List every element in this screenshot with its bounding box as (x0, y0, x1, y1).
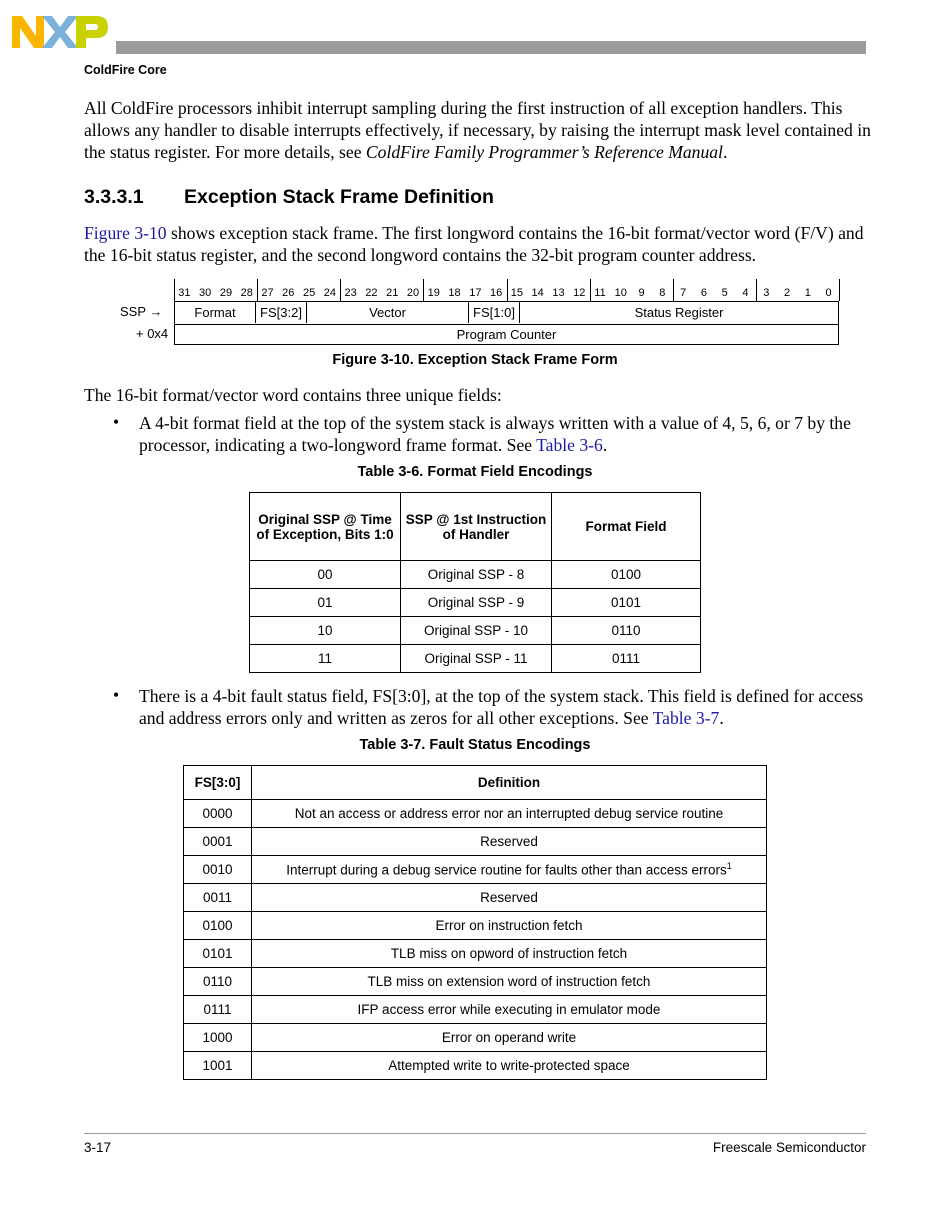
table-row (184, 800, 767, 828)
table-row (184, 1052, 767, 1080)
field-vector: Vector (307, 302, 469, 323)
table-cell: 0101 (184, 940, 252, 968)
table-cell: 1000 (184, 1024, 252, 1052)
table-cell: Error on operand write (252, 1024, 767, 1052)
table-row (250, 645, 701, 673)
bit-number: 2 (783, 287, 791, 299)
table-cell: 0111 (552, 645, 701, 673)
table-cell: Attempted write to write-protected space (252, 1052, 767, 1080)
section-heading (84, 186, 494, 209)
ssp-label: SSP → (120, 304, 163, 319)
column-header: FS[3:0] (184, 766, 252, 800)
table-cell: TLB miss on opword of instruction fetch (252, 940, 767, 968)
table-cell: 0111 (184, 996, 252, 1024)
bit-number: 10 (614, 287, 627, 299)
reference-manual-title: ColdFire Family Programmer’s Reference Manual (365, 142, 723, 162)
table-cell: Original SSP - 9 (401, 589, 552, 617)
frame-row-ssp (175, 302, 838, 325)
bit-tick (756, 279, 757, 301)
figure-3-10-link[interactable]: Figure 3-10 (84, 223, 167, 243)
bit-number: 22 (365, 287, 378, 299)
table-cell: Error on instruction fetch (252, 912, 767, 940)
table-header-row (250, 493, 701, 561)
field-program-counter: Program Counter (456, 327, 557, 342)
bit-number: 26 (282, 287, 295, 299)
fault-status-table (183, 765, 767, 1080)
bit-number: 20 (406, 287, 420, 299)
column-header: Original SSP @ Time of Exception, Bits 1:0 (250, 493, 401, 561)
table-cell: 0110 (552, 617, 701, 645)
table-cell: 10 (250, 617, 401, 645)
bullet-2-symbol: • (113, 685, 120, 705)
table-row (184, 828, 767, 856)
bit-number: 13 (552, 287, 565, 299)
publisher-name: Freescale Semiconductor (712, 1140, 866, 1155)
bit-tick (673, 279, 674, 301)
bullet-1-symbol: • (113, 412, 120, 432)
field-fs-3-2: FS[3:2] (256, 302, 307, 323)
table-cell: Original SSP - 8 (401, 561, 552, 589)
running-head: ColdFire Core (84, 63, 167, 77)
nxp-logo (10, 12, 110, 52)
section-number: 3.3.3.1 (84, 186, 144, 208)
bit-number: 3 (763, 287, 770, 299)
bit-tick (507, 279, 508, 301)
footer-rule (84, 1133, 866, 1134)
page-number: 3-17 (84, 1140, 112, 1155)
table-row (184, 940, 767, 968)
table-3-6-caption: Table 3-6. Format Field Encodings (357, 464, 593, 480)
table-cell: 0101 (552, 589, 701, 617)
bit-number: 16 (489, 287, 503, 299)
bit-number: 8 (659, 287, 666, 299)
bit-number: 15 (510, 287, 524, 299)
table-cell: IFP access error while executing in emulator mode (252, 996, 767, 1024)
table-3-7-caption: Table 3-7. Fault Status Encodings (359, 737, 591, 753)
bit-tick (423, 279, 424, 301)
table-cell: 0100 (184, 912, 252, 940)
bit-number: 1 (804, 287, 811, 299)
stack-frame-diagram (174, 301, 839, 345)
bit-number: 7 (680, 287, 687, 299)
bit-number: 28 (240, 287, 253, 299)
column-header: Definition (252, 766, 767, 800)
table-row (184, 856, 767, 884)
table-cell: 01 (250, 589, 401, 617)
field-format: Format (175, 302, 256, 323)
format-field-table (249, 492, 701, 673)
table-row (184, 912, 767, 940)
table-row (184, 996, 767, 1024)
column-header: Format Field (552, 493, 701, 561)
table-cell: 0000 (184, 800, 252, 828)
bit-number: 31 (178, 287, 191, 299)
bit-number: 6 (700, 287, 707, 299)
bit-number: 0 (825, 287, 832, 299)
table-cell: 0110 (184, 968, 252, 996)
bit-number: 12 (573, 287, 586, 299)
bit-number: 17 (469, 287, 482, 299)
field-status-register: Status Register (634, 305, 724, 320)
bit-tick (340, 279, 341, 301)
fv-paragraph: The 16-bit format/vector word contains three unique fields: (84, 385, 502, 405)
column-header: SSP @ 1st Instruction of Handler (401, 493, 552, 561)
bit-number: 29 (219, 287, 233, 299)
table-cell: TLB miss on extension word of instruction fetch (252, 968, 767, 996)
bit-number: 5 (721, 287, 728, 299)
offset-label: + 0x4 (136, 326, 169, 341)
table-row (250, 589, 701, 617)
field-fs-1-0: FS[1:0] (469, 302, 520, 323)
table-header-row (184, 766, 767, 800)
bit-number: 21 (386, 287, 399, 299)
table-cell: Original SSP - 11 (401, 645, 552, 673)
bit-number: 27 (261, 287, 274, 299)
bit-number: 30 (199, 287, 212, 299)
table-cell: Original SSP - 10 (401, 617, 552, 645)
bit-number: 11 (594, 287, 606, 299)
header-bar (116, 41, 866, 54)
bit-number: 9 (638, 287, 645, 299)
table-3-6-link[interactable]: Table 3-6 (536, 435, 603, 455)
table-row (184, 968, 767, 996)
bullet-2-text: There is a 4-bit fault status field, FS[3:0], at the top of the system stack. This field is defined for access and address errors only and written as zeros for all other exceptions. See Table 3-7. (139, 686, 864, 728)
table-3-7-link[interactable]: Table 3-7 (652, 708, 720, 728)
table-row (184, 884, 767, 912)
bit-number: 14 (531, 287, 544, 299)
table-cell: Reserved (252, 884, 767, 912)
bit-number: 24 (323, 287, 336, 299)
table-row (184, 1024, 767, 1052)
table-cell: 00 (250, 561, 401, 589)
table-cell: 0100 (552, 561, 701, 589)
table-cell: Not an access or address error nor an interrupted debug service routine (252, 800, 767, 828)
bit-number: 23 (344, 287, 357, 299)
table-cell: 1001 (184, 1052, 252, 1080)
table-cell: 0001 (184, 828, 252, 856)
bit-tick (174, 279, 175, 301)
bit-tick (257, 279, 258, 301)
table-row (250, 561, 701, 589)
bit-number: 19 (427, 287, 440, 299)
bit-tick (590, 279, 591, 301)
bit-tick (839, 279, 840, 301)
figure-caption: Figure 3-10. Exception Stack Frame Form (332, 352, 618, 368)
footnote-marker: 1 (726, 861, 732, 872)
bit-number: 4 (742, 287, 749, 299)
table-cell: Interrupt during a debug service routine for faults other than access errors$^1$ (252, 856, 767, 884)
table-cell: Reserved (252, 828, 767, 856)
table-cell: 0010 (184, 856, 252, 884)
bit-number: 25 (302, 287, 316, 299)
intro-paragraph: All ColdFire processors inhibit interrupt sampling during the first instruction of all exception handlers. This allows any handler to disable interrupts effectively, if necessary, by raising the interrupt mask level contained in the status register. For more details, see ColdFire Family Programmer’s Reference Manual. (84, 98, 871, 162)
section-title: Exception Stack Frame Definition (184, 186, 494, 208)
bit-number: 18 (448, 287, 461, 299)
table-row (250, 617, 701, 645)
section-paragraph: Figure 3-10 shows exception stack frame. The first longword contains the 16-bit format/vector word (F/V) and the 16-bit status register, and the second longword contains the 32-bit program counter address. (84, 223, 864, 265)
table-cell: 0011 (184, 884, 252, 912)
table-cell: 11 (250, 645, 401, 673)
bullet-1-text: A 4-bit format field at the top of the system stack is always written with a value of 4, 5, 6, or 7 by the processor, indicating a two-longword frame format. See Table 3-6. (139, 413, 851, 455)
